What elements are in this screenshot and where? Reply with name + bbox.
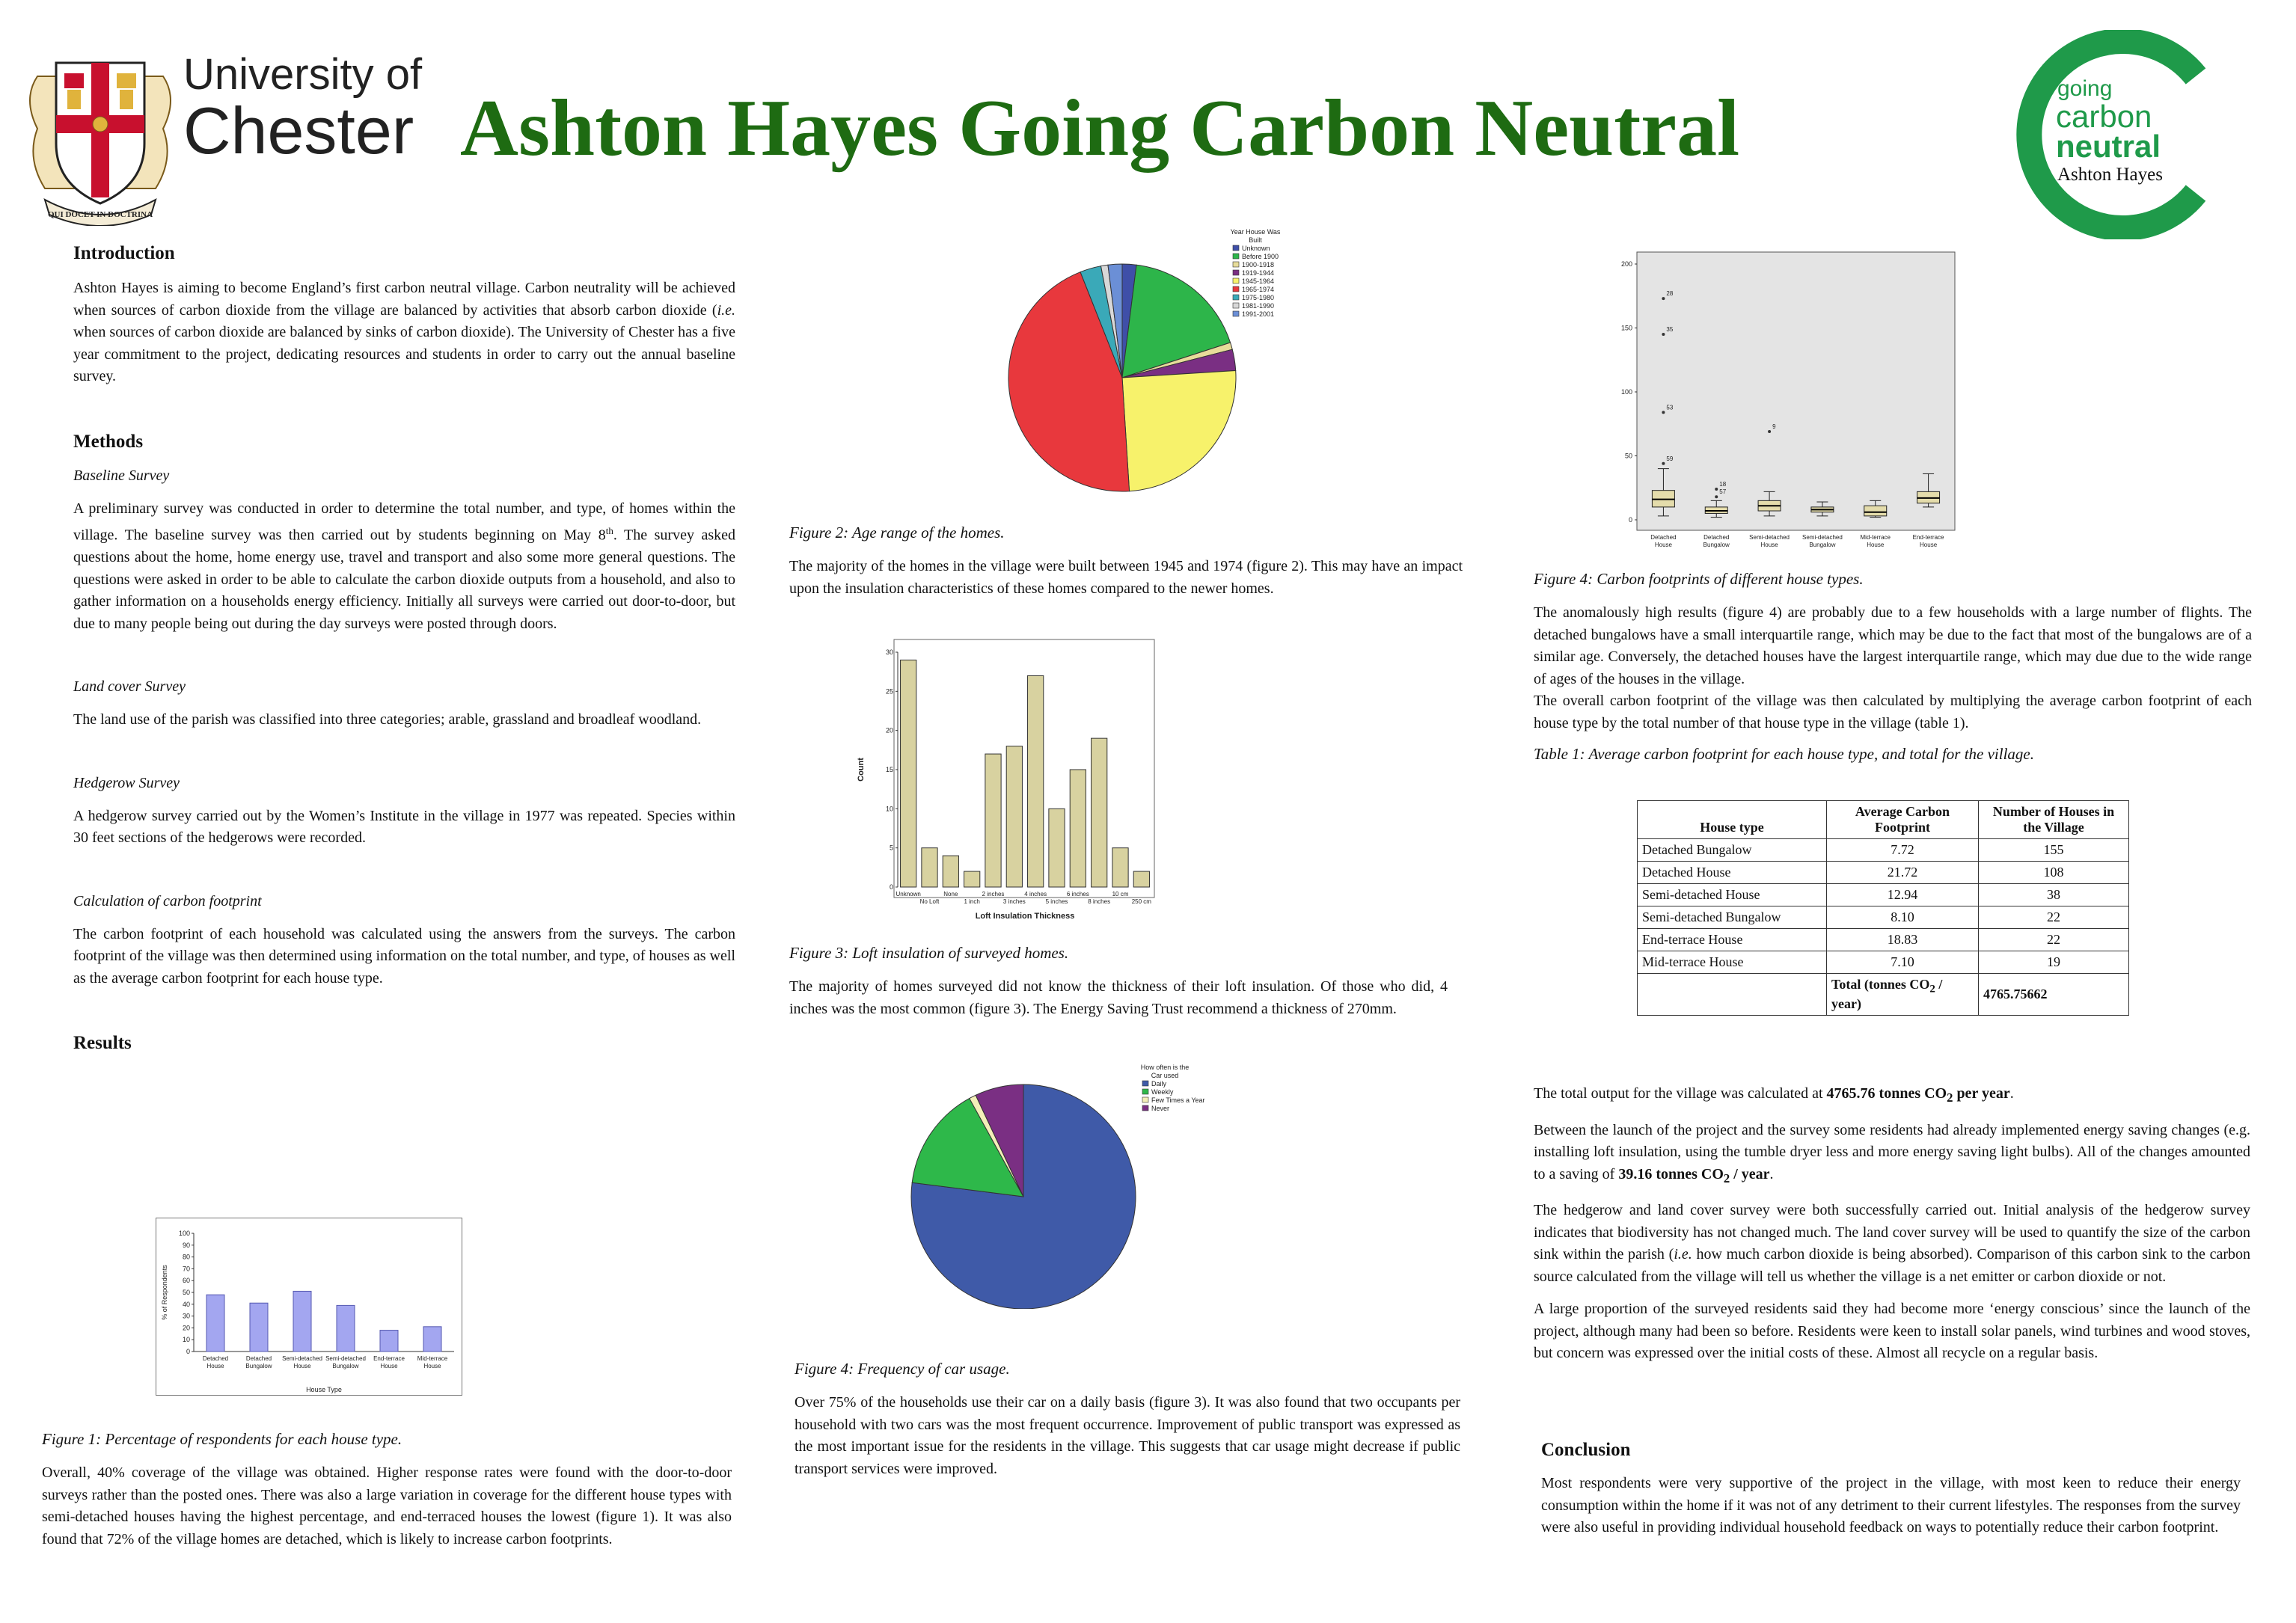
- fig4-text: Over 75% of the households use their car on a daily basis (figure 3). It was also found that two occupants per household with two cars was the most frequent occurrence. Improvement of public transport was expressed as the most important issue for the residents in the village. This suggests that car usage might decrease if public transport services were improved.: [795, 1394, 1460, 1477]
- calc-title: Calculation of carbon footprint: [73, 892, 262, 909]
- fig3-x-tick-label: 10 cm: [1112, 891, 1129, 898]
- fig3-y-tick-label: 0: [889, 883, 893, 891]
- landcover-text: The land use of the parish was classified into three categories; arable, grassland and broadleaf woodland.: [73, 711, 702, 728]
- fig4-chart: [909, 1062, 1238, 1309]
- fig4-legend-label: Few Times a Year: [1151, 1096, 1205, 1104]
- fig4b-text2: The overall carbon footprint of the village was then calculated by multiplying the average carbon footprint of each house type by the total number of that house type in the village (table 1).: [1534, 693, 2252, 731]
- fig1-y-tick-label: 20: [182, 1324, 190, 1332]
- table-cell-avg: 8.10: [1827, 906, 1979, 929]
- fig3-y-tick-label: 5: [889, 844, 893, 852]
- fig3-x-tick-label: 2 inches: [982, 891, 1005, 898]
- fig3-y-tick-label: 25: [885, 687, 893, 696]
- fig3-bar: [985, 754, 1001, 887]
- fig1-y-tick-label: 70: [182, 1265, 190, 1273]
- fig2-legend-label: 1975-1980: [1242, 294, 1275, 301]
- fig1-x-tick-label: House: [206, 1363, 224, 1369]
- landcover-title: Land cover Survey: [73, 678, 186, 696]
- fig1-caption: Figure 1: Percentage of respondents for each house type.: [42, 1430, 402, 1448]
- table-row: [1638, 884, 2129, 906]
- fig3-bar: [1112, 848, 1128, 887]
- conclusion-block: [1541, 1440, 2241, 1539]
- fig2-legend-swatch: [1233, 245, 1239, 251]
- fig3-x-tick-label: 1 inch: [964, 898, 980, 905]
- fig2-legend-swatch: [1233, 262, 1239, 267]
- fig4b-y-tick-label: 100: [1620, 388, 1632, 396]
- fig2-chart: [988, 224, 1317, 494]
- fig2-legend-swatch: [1233, 286, 1239, 292]
- table-cell-type: Mid-terrace House: [1638, 951, 1827, 974]
- right-block-2: [1534, 1083, 2250, 1365]
- saving-text: Between the launch of the project and the survey some residents had already implemented energy saving changes (e.g. installing loft insulation, using the tumble dryer less and more energy saving light bulbs). All of the changes amounted to a saving of 39.16 tonnes $CO_2$ / year.: [1534, 1121, 2250, 1185]
- fig2-caption: Figure 2: Age range of the homes.: [789, 524, 1005, 541]
- fig3-bar: [1092, 738, 1107, 887]
- left-bottom: [42, 1430, 732, 1550]
- methods-title: Methods: [73, 431, 144, 452]
- fig4b-outlier-label: 59: [1666, 455, 1674, 462]
- table-total-value: 4765.75662: [1979, 974, 2129, 1016]
- university-line1: University of: [183, 50, 423, 99]
- fig1-y-tick-label: 100: [178, 1230, 190, 1237]
- table-cell-type: Detached Bungalow: [1638, 839, 1827, 862]
- fig4-legend-swatch: [1142, 1105, 1148, 1111]
- fig4-legend-swatch: [1142, 1089, 1148, 1094]
- conclusion-text: Most respondents were very supportive of the project in the village, with most keen to reduce their energy consumption within the home if it was not of any detriment to their current lifestyles. The responses from the survey were also useful in providing individual household feedback on ways to potentially reduce their carbon footprint.: [1541, 1475, 2241, 1535]
- fig4b-x-tick-label: House: [1654, 541, 1672, 548]
- fig3-y-label: Count: [857, 758, 866, 782]
- logo-going: going: [2057, 76, 2113, 101]
- table-header-count: Number of Houses in the Village: [1979, 801, 2129, 839]
- mid-block-3: [795, 1360, 1460, 1480]
- total-output-text: The total output for the village was calculated at 4765.76 tonnes $CO_2$ per year.: [1534, 1085, 2014, 1105]
- mid-block-2: [789, 944, 1448, 1020]
- table-total-empty: [1638, 974, 1827, 1016]
- fig1-y-tick-label: 10: [182, 1336, 190, 1344]
- fig4-legend-swatch: [1142, 1081, 1148, 1086]
- energy-text: A large proportion of the surveyed residents said they had become more ‘energy conscious’ since the launch of the project, although many had been so before. Residents were keen to install solar panels, wind turbines and wood stoves, but concern was expressed over the initial costs of these. Almost all recycle on a regular basis.: [1534, 1301, 2250, 1361]
- fig1-bar: [293, 1291, 311, 1352]
- fig3-x-tick-label: 5 inches: [1045, 898, 1068, 905]
- fig1-y-tick-label: 30: [182, 1312, 190, 1320]
- footprint-table: [1637, 800, 2129, 1016]
- fig1-bar: [250, 1303, 268, 1352]
- table-cell-avg: 7.10: [1827, 951, 1979, 974]
- fig3-bar: [964, 871, 980, 887]
- fig3-y-tick-label: 30: [885, 648, 893, 656]
- fig2-legend-label: 1900-1918: [1242, 261, 1275, 269]
- fig4b-y-tick-label: 150: [1620, 324, 1632, 332]
- fig2-legend-swatch: [1233, 270, 1239, 275]
- fig1-x-tick-label: Semi-detached: [282, 1355, 322, 1362]
- fig4b-x-tick-label: Bungalow: [1809, 541, 1836, 548]
- fig2-legend-swatch: [1233, 303, 1239, 308]
- fig1-text: Overall, 40% coverage of the village was obtained. Higher response rates were found with the door-to-door surveys rather than the posted ones. There was also a large variation in coverage for the different house types with semi-detached houses having the highest percentage, and end-terraced houses the lowest (figure 1). It was also found that 72% of the village homes are detached, which is likely to increase carbon footprints.: [42, 1464, 732, 1547]
- fig1-x-tick-label: House: [380, 1363, 398, 1369]
- fig4b-x-tick-label: House: [1867, 541, 1885, 548]
- fig4b-outlier-label: 18: [1719, 480, 1727, 488]
- fig3-x-tick-label: 4 inches: [1024, 891, 1047, 898]
- fig2-legend-swatch: [1233, 278, 1239, 283]
- fig4b-outlier-label: 57: [1719, 488, 1727, 496]
- fig4b-outlier-label: 53: [1666, 404, 1674, 411]
- fig3-x-tick-label: No Loft: [919, 898, 940, 905]
- fig3-y-tick-label: 20: [885, 726, 893, 734]
- table-header-type: House type: [1638, 801, 1827, 839]
- fig4b-x-tick-label: Detached: [1650, 534, 1677, 541]
- fig4b-outlier: [1662, 333, 1665, 336]
- fig4b-x-tick-label: Semi-detached: [1749, 534, 1790, 541]
- fig1-y-tick-label: 90: [182, 1241, 190, 1249]
- fig1-y-tick-label: 40: [182, 1300, 190, 1308]
- fig4b-y-tick-label: 50: [1624, 452, 1632, 460]
- table-cell-avg: 18.83: [1827, 929, 1979, 951]
- university-line2: Chester: [183, 93, 414, 168]
- fig3-chart: [853, 636, 1160, 931]
- table-row: [1638, 951, 2129, 974]
- fig1-x-tick-label: Bungalow: [332, 1363, 359, 1369]
- table-cell-type: Semi-detached House: [1638, 884, 1827, 906]
- fig4-legend-label: Weekly: [1151, 1088, 1174, 1096]
- fig4-legend-label: Daily: [1151, 1080, 1167, 1087]
- table-row: [1638, 839, 2129, 862]
- fig2-slice: [1122, 370, 1236, 491]
- fig1-x-tick-label: House: [423, 1363, 441, 1369]
- fig1-bar: [380, 1331, 398, 1352]
- intro-text: Ashton Hayes is aiming to become England’s first carbon neutral village. Carbon neutrality will be achieved when sources of carbon dioxide from the village are balanced by activities that absorb carbon dioxide (i.e. when sources of carbon dioxide are balanced by sinks of carbon dioxide). The University of Chester has a five year commitment to the project, dedicating resources and students in order to carry out the annual baseline survey.: [73, 280, 735, 384]
- fig2-legend-swatch: [1233, 295, 1239, 300]
- fig3-x-tick-label: Unknown: [896, 891, 921, 898]
- fig1-y-label: % of Respondents: [161, 1265, 168, 1320]
- fig4-caption: Figure 4: Frequency of car usage.: [795, 1360, 1010, 1378]
- fig2-legend-label: 1919-1944: [1242, 269, 1275, 277]
- fig2-legend-label: 1991-2001: [1242, 310, 1275, 318]
- fig4b-x-tick-label: Detached: [1703, 534, 1730, 541]
- hedgerow-title: Hedgerow Survey: [73, 774, 180, 791]
- footprint-table-wrap: [1637, 800, 2129, 1016]
- fig1-x-tick-label: House: [293, 1363, 311, 1369]
- fig3-x-tick-label: 8 inches: [1088, 898, 1111, 905]
- fig4b-box: [1864, 506, 1887, 516]
- fig2-legend-title: Year House Was: [1230, 228, 1281, 236]
- fig4b-x-tick-label: Semi-detached: [1802, 534, 1843, 541]
- fig3-x-tick-label: None: [943, 891, 958, 898]
- fig4-legend-swatch: [1142, 1097, 1148, 1102]
- table-row: [1638, 929, 2129, 951]
- fig1-x-tick-label: Mid-terrace: [417, 1355, 448, 1362]
- table-header-avg: Average Carbon Footprint: [1827, 801, 1979, 839]
- fig1-y-tick-label: 60: [182, 1277, 190, 1285]
- table-row: [1638, 862, 2129, 884]
- fig1-bar: [337, 1305, 355, 1352]
- fig3-y-tick-label: 15: [885, 766, 893, 773]
- fig2-legend-title: Built: [1249, 236, 1262, 244]
- fig3-bar: [901, 660, 916, 887]
- fig1-y-tick-label: 0: [186, 1348, 190, 1355]
- logo-neutral: neutral: [2056, 129, 2161, 164]
- fig4b-caption: Figure 4: Carbon footprints of different house types.: [1534, 570, 1864, 588]
- fig4b-x-tick-label: End-terrace: [1912, 534, 1944, 541]
- table-cell-count: 38: [1979, 884, 2129, 906]
- fig3-x-tick-label: 6 inches: [1066, 891, 1089, 898]
- fig4b-outlier: [1768, 430, 1771, 433]
- fig4b-outlier: [1715, 488, 1718, 491]
- calc-text: The carbon footprint of each household was calculated using the answers from the surveys. The carbon footprint of the village was then determined using information on the total number, and type, of houses as well as the average carbon footprint for each house type.: [73, 925, 735, 987]
- table-cell-avg: 7.72: [1827, 839, 1979, 862]
- fig1-bar: [423, 1327, 441, 1352]
- fig4b-outlier: [1662, 411, 1665, 414]
- table-cell-type: Detached House: [1638, 862, 1827, 884]
- fig3-x-tick-label: 250 cm: [1131, 898, 1151, 905]
- fig1-x-label: House Type: [306, 1386, 342, 1393]
- table-cell-count: 19: [1979, 951, 2129, 974]
- mid-block-1: [789, 524, 1463, 600]
- fig2-legend-swatch: [1233, 254, 1239, 259]
- fig1-x-tick-label: End-terrace: [373, 1355, 405, 1362]
- logo-place: Ashton Hayes: [2057, 165, 2163, 185]
- university-crest: [22, 54, 178, 226]
- fig3-bar: [1133, 871, 1149, 887]
- hedgerow-text: A hedgerow survey carried out by the Women’s Institute in the village in 1977 was repeated. Species within 30 feet sections of the hedgerows were recorded.: [73, 807, 735, 847]
- fig4b-outlier-label: 28: [1666, 290, 1674, 298]
- crest-motto: QUI DOCET IN DOCTRINA: [47, 210, 153, 219]
- fig4b-x-tick-label: Mid-terrace: [1860, 534, 1891, 541]
- fig4b-outlier: [1715, 495, 1718, 498]
- fig3-text: The majority of homes surveyed did not know the thickness of their loft insulation. Of those who did, 4 inches was the most common (figure 3). The Energy Saving Trust recommend a thickness of 270mm.: [789, 978, 1448, 1017]
- table-cell-count: 22: [1979, 929, 2129, 951]
- conclusion-title: Conclusion: [1541, 1440, 1631, 1460]
- fig2-legend-label: 1945-1964: [1242, 277, 1275, 285]
- fig2-legend-label: 1965-1974: [1242, 286, 1275, 293]
- table-total-label: Total (tonnes $CO_2$ / year): [1827, 974, 1979, 1016]
- table-row: [1638, 906, 2129, 929]
- fig4b-outlier-label: 9: [1772, 423, 1776, 431]
- left-column: [73, 243, 735, 1054]
- fig4-legend-title: Car used: [1151, 1072, 1179, 1079]
- fig4b-y-tick-label: 200: [1620, 260, 1632, 268]
- fig3-bar: [943, 856, 958, 887]
- fig2-legend-swatch: [1233, 311, 1239, 316]
- table-caption: Table 1: Average carbon footprint for each house type, and total for the village.: [1534, 745, 2035, 763]
- table-cell-count: 155: [1979, 839, 2129, 862]
- fig4b-x-tick-label: Bungalow: [1703, 541, 1730, 548]
- fig4-legend-title: How often is the: [1140, 1064, 1190, 1071]
- fig3-bar: [1006, 746, 1022, 887]
- fig1-y-tick-label: 80: [182, 1253, 190, 1261]
- fig3-bar: [922, 848, 937, 887]
- fig1-x-tick-label: Semi-detached: [325, 1355, 366, 1362]
- hedgerow-result-text: The hedgerow and land cover survey were both successfully carried out. Initial analysis of the hedgerow survey indicates that biodiversity has not changed much. The land cover survey will be used to quantify the size of the carbon sink within the parish (i.e. how much carbon dioxide is being absorbed). Comparison of this carbon sink to the carbon source calculated from the village will tell us whether the village is a net emitter or carbon dioxide or not.: [1534, 1202, 2250, 1285]
- table-cell-type: End-terrace House: [1638, 929, 1827, 951]
- fig3-x-tick-label: 3 inches: [1002, 898, 1026, 905]
- fig4b-x-tick-label: House: [1760, 541, 1778, 548]
- results-title: Results: [73, 1033, 132, 1054]
- table-cell-avg: 12.94: [1827, 884, 1979, 906]
- fig1-x-tick-label: Detached: [202, 1355, 229, 1362]
- logo-carbon: carbon: [2056, 99, 2152, 134]
- table-cell-count: 22: [1979, 906, 2129, 929]
- fig2-legend-label: Before 1900: [1242, 253, 1279, 260]
- fig4b-chart: [1601, 251, 1960, 557]
- fig1-y-tick-label: 50: [182, 1289, 190, 1296]
- fig4b-outlier: [1662, 297, 1665, 300]
- table-cell-avg: 21.72: [1827, 862, 1979, 884]
- fig1-bar: [206, 1295, 224, 1352]
- baseline-title: Baseline Survey: [73, 467, 170, 484]
- fig4b-plot-frame: [1637, 252, 1955, 530]
- fig4b-outlier-label: 35: [1666, 326, 1674, 334]
- fig1-x-tick-label: Detached: [245, 1355, 272, 1362]
- right-block-1: [1534, 570, 2252, 764]
- fig2-legend-label: Unknown: [1242, 245, 1270, 252]
- fig3-y-tick-label: 10: [885, 805, 893, 813]
- fig4-legend-label: Never: [1151, 1105, 1170, 1112]
- fig2-text: The majority of the homes in the village were built between 1945 and 1974 (figure 2). This may have an impact upon the insulation characteristics of these homes compared to the newer homes.: [789, 558, 1463, 597]
- fig1-chart: [156, 1218, 462, 1396]
- going-carbon-neutral-logo: [2005, 30, 2207, 239]
- fig4b-text1: The anomalously high results (figure 4) are probably due to a few households with a large number of flights. The detached bungalows have a small interquartile range, which may be due to the fact that most of the bungalows are of a similar age. Conversely, the detached houses have the largest interquartile range, which may due due to the wide range of ages of the houses in the village.: [1534, 604, 2252, 687]
- intro-title: Introduction: [73, 243, 175, 263]
- fig3-bar: [1049, 809, 1065, 887]
- table-cell-count: 108: [1979, 862, 2129, 884]
- fig1-x-tick-label: Bungalow: [245, 1363, 272, 1369]
- fig4b-x-tick-label: House: [1920, 541, 1938, 548]
- baseline-text: A preliminary survey was conducted in order to determine the total number, and type, of homes within the village. The baseline survey was then carried out by students beginning on May 8th. The survey asked questions about the home, home energy use, travel and transport and also some more general questions. The questions were asked in order to be able to calculate the carbon dioxide outputs from a household, and also to gather information on a households energy efficiency. Initially all surveys were carried out door-to-door, but due to many people being out during the day surveys were posted through doors.: [73, 500, 736, 632]
- fig3-caption: Figure 3: Loft insulation of surveyed homes.: [789, 944, 1069, 962]
- fig4b-outlier: [1662, 462, 1665, 465]
- university-name: [183, 50, 423, 168]
- fig3-bar: [1070, 770, 1086, 887]
- fig3-bar: [1028, 675, 1044, 887]
- fig2-legend-label: 1981-1990: [1242, 302, 1275, 310]
- fig4b-y-tick-label: 0: [1628, 516, 1632, 524]
- fig3-x-label: Loft Insulation Thickness: [975, 912, 1075, 921]
- poster-title: Ashton Hayes Going Carbon Neutral: [460, 84, 1740, 173]
- table-cell-type: Semi-detached Bungalow: [1638, 906, 1827, 929]
